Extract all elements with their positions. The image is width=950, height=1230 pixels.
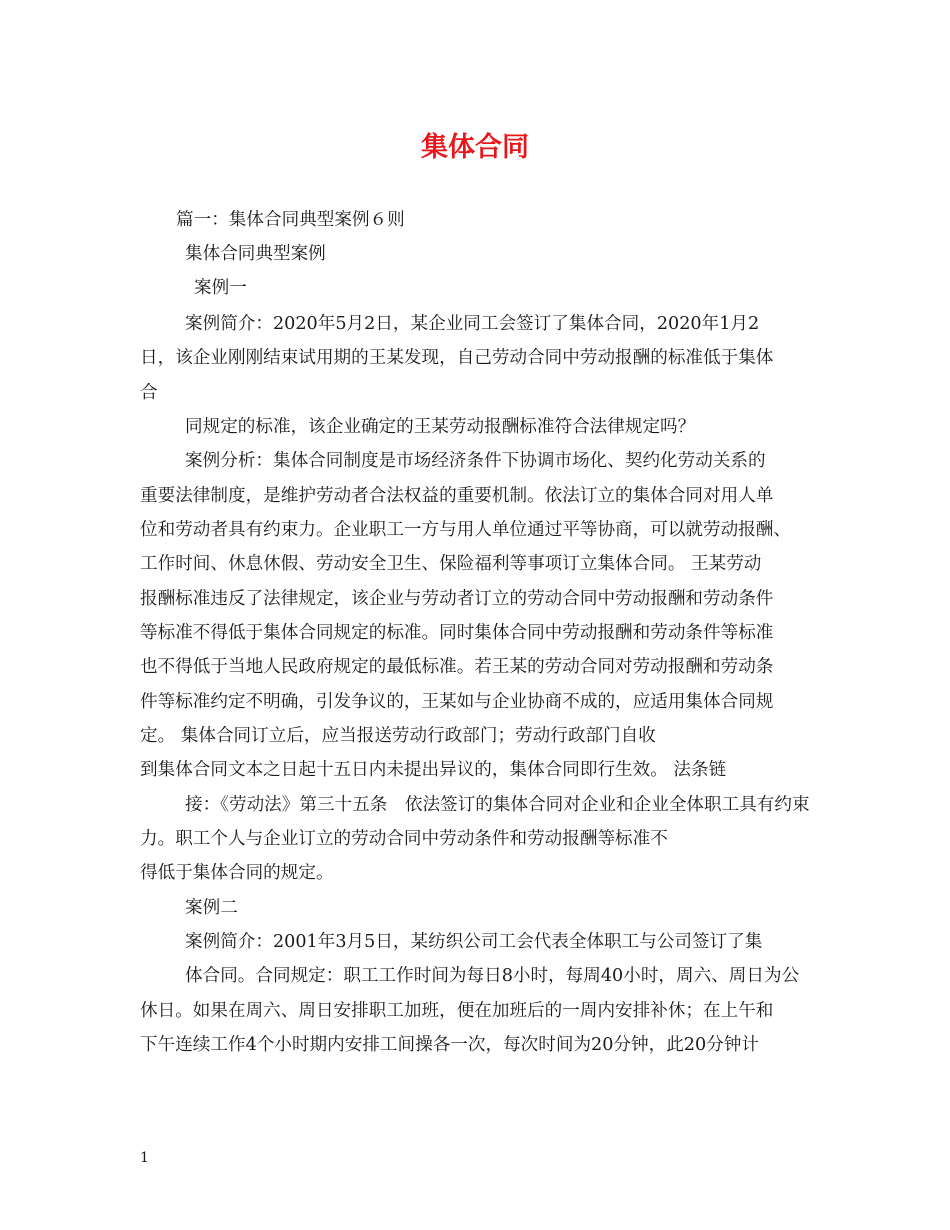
page-number: 1 <box>140 1150 149 1166</box>
body-line: 休日。如果在周六、周日安排职工加班，便在加班后的一周内安排补休；在上午和 <box>140 1001 774 1021</box>
body-line: 案例分析：集体合同制度是市场经济条件下协调市场化、契约化劳动关系的 <box>185 451 766 471</box>
body-line: 定。 集体合同订立后，应当报送劳动行政部门；劳动行政部门自收 <box>140 726 656 746</box>
body-line: 也不得低于当地人民政府规定的最低标准。若王某的劳动合同对劳动报酬和劳动条 <box>140 657 774 677</box>
body-line: 案例一 <box>194 278 247 298</box>
body-line: 日，该企业刚刚结束试用期的王某发现，自己劳动合同中劳动报酬的标准低于集体 <box>140 348 774 368</box>
body-line: 到集体合同文本之日起十五日内未提出异议的，集体合同即行生效。 法条链 <box>140 760 727 780</box>
body-line: 接：《劳动法》第三十五条 依法签订的集体合同对企业和企业全体职工具有约束 <box>185 795 810 815</box>
body-line: 得低于集体合同的规定。 <box>140 863 334 883</box>
body-line: 案例二 <box>185 898 238 918</box>
body-line: 下午连续工作4个小时期内安排工间操各一次，每次时间为20分钟，此20分钟计 <box>140 1035 759 1055</box>
body-line: 位和劳动者具有约束力。企业职工一方与用人单位通过平等协商，可以就劳动报酬、 <box>140 520 791 540</box>
body-line: 重要法律制度，是维护劳动者合法权益的重要机制。依法订立的集体合同对用人单 <box>140 486 774 506</box>
body-line: 力。职工个人与企业订立的劳动合同中劳动条件和劳动报酬等标准不 <box>140 829 668 849</box>
body-line: 同规定的标准，该企业确定的王某劳动报酬标准符合法律规定吗？ <box>185 417 696 437</box>
body-line: 案例简介：2001年3月5日，某纺织公司工会代表全体职工与公司签订了集 <box>185 932 763 952</box>
document-title: 集体合同 <box>421 132 529 163</box>
body-line: 合 <box>140 383 158 403</box>
body-line: 篇一：集体合同典型案例６则 <box>176 210 405 230</box>
body-line: 集体合同典型案例 <box>185 244 326 264</box>
body-line: 报酬标准违反了法律规定，该企业与劳动者订立的劳动合同中劳动报酬和劳动条件 <box>140 589 774 609</box>
body-line: 案例简介：2020年5月2日，某企业同工会签订了集体合同，2020年1月2 <box>185 314 760 334</box>
body-line: 体合同。合同规定：职工工作时间为每日8小时，每周40小时，周六、周日为公 <box>185 966 800 986</box>
body-line: 工作时间、休息休假、劳动安全卫生、保险福利等事项订立集体合同。 王某劳动 <box>140 554 762 574</box>
body-line: 等标准不得低于集体合同规定的标准。同时集体合同中劳动报酬和劳动条件等标准 <box>140 623 774 643</box>
body-line: 件等标准约定不明确，引发争议的，王某如与企业协商不成的，应适用集体合同规 <box>140 692 774 712</box>
